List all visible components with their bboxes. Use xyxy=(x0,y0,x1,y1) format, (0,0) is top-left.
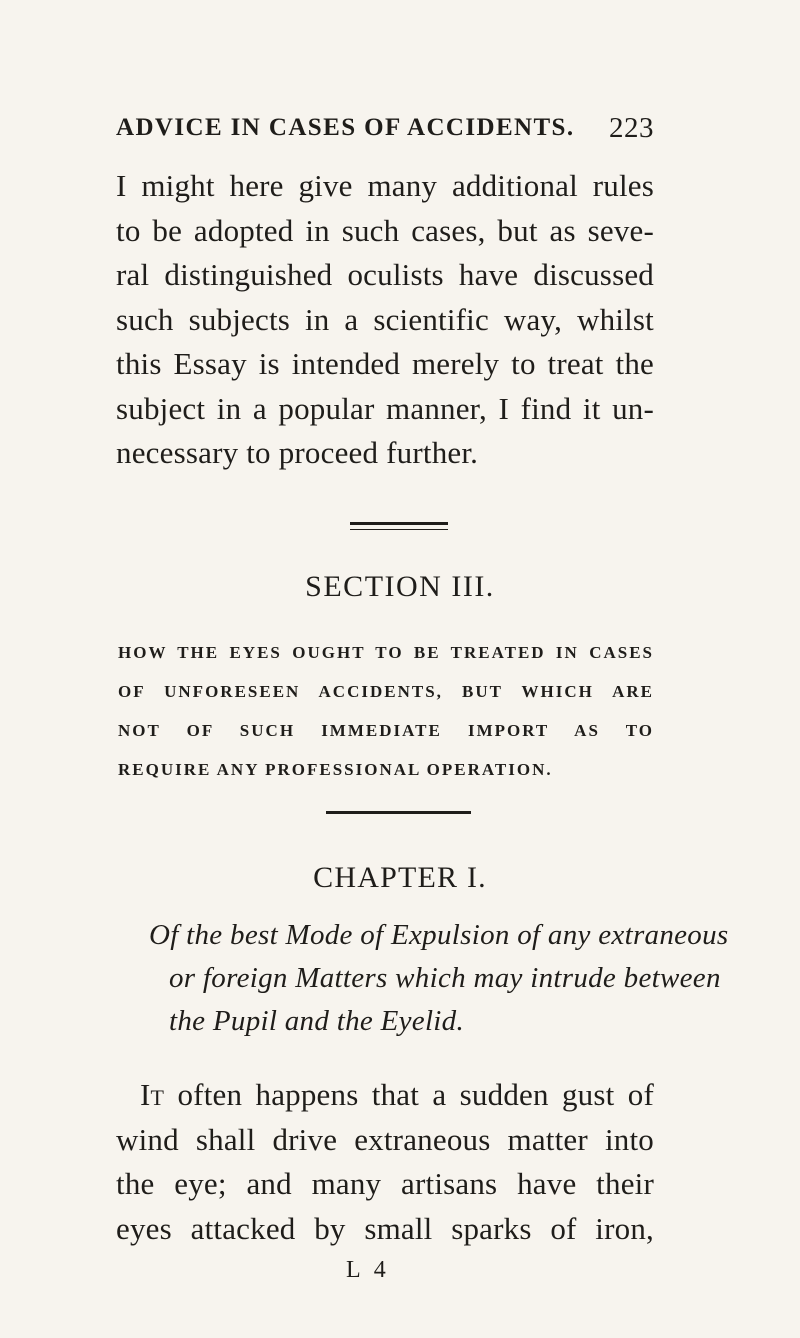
paragraph-initial-word: It xyxy=(140,1077,165,1112)
subheading-line: REQUIRE ANY PROFESSIONAL OPERATION. xyxy=(118,760,553,779)
chapter-divider xyxy=(326,811,471,814)
chapter-title-line: or foreign Matters which may intrude between xyxy=(169,962,721,994)
section-divider-thick xyxy=(350,522,448,525)
paragraph-line: subject in a popular manner, I find it un- xyxy=(116,390,654,426)
paragraph-line-rest: often happens that a sudden gust of xyxy=(164,1077,654,1112)
chapter-title-line: the Pupil and the Eyelid. xyxy=(169,1005,465,1037)
paragraph-opening xyxy=(116,164,654,476)
paragraph-line: such subjects in a scientific way, whilst xyxy=(116,301,654,337)
subheading-line: HOW THE EYES OUGHT TO BE TREATED IN CASES xyxy=(118,643,654,662)
paragraph-line: wind shall drive extraneous matter into xyxy=(116,1121,654,1157)
chapter-heading: CHAPTER I. xyxy=(313,861,487,894)
paragraph-line: ral distinguished oculists have discussed xyxy=(116,257,654,292)
chapter-title-line: Of the best Mode of Expulsion of any extraneous xyxy=(149,919,729,951)
paragraph-line: necessary to proceed further. xyxy=(116,435,479,470)
paragraph-line: I might here give many additional rules xyxy=(116,168,654,203)
paragraph-chapter-body xyxy=(116,1073,654,1251)
subheading-line: NOT OF SUCH IMMEDIATE IMPORT AS TO xyxy=(118,721,654,740)
paragraph-line xyxy=(116,1073,654,1118)
paragraph-line: to be adopted in such cases, but as seve- xyxy=(116,212,654,248)
running-head-title: ADVICE IN CASES OF ACCIDENTS. xyxy=(116,114,575,141)
paragraph-line: this Essay is intended merely to treat the xyxy=(116,346,654,381)
paragraph-line: eyes attacked by small sparks of iron, xyxy=(116,1210,654,1246)
section-divider-thin xyxy=(350,529,448,530)
paragraph-line: the eye; and many artisans have their xyxy=(116,1166,654,1201)
subheading-line: OF UNFORESEEN ACCIDENTS, BUT WHICH ARE xyxy=(118,682,654,701)
catchword: L 4 xyxy=(346,1257,390,1283)
section-subheading xyxy=(118,633,654,789)
section-heading: SECTION III. xyxy=(305,570,495,603)
chapter-title xyxy=(149,914,729,1043)
page-number: 223 xyxy=(609,112,654,144)
